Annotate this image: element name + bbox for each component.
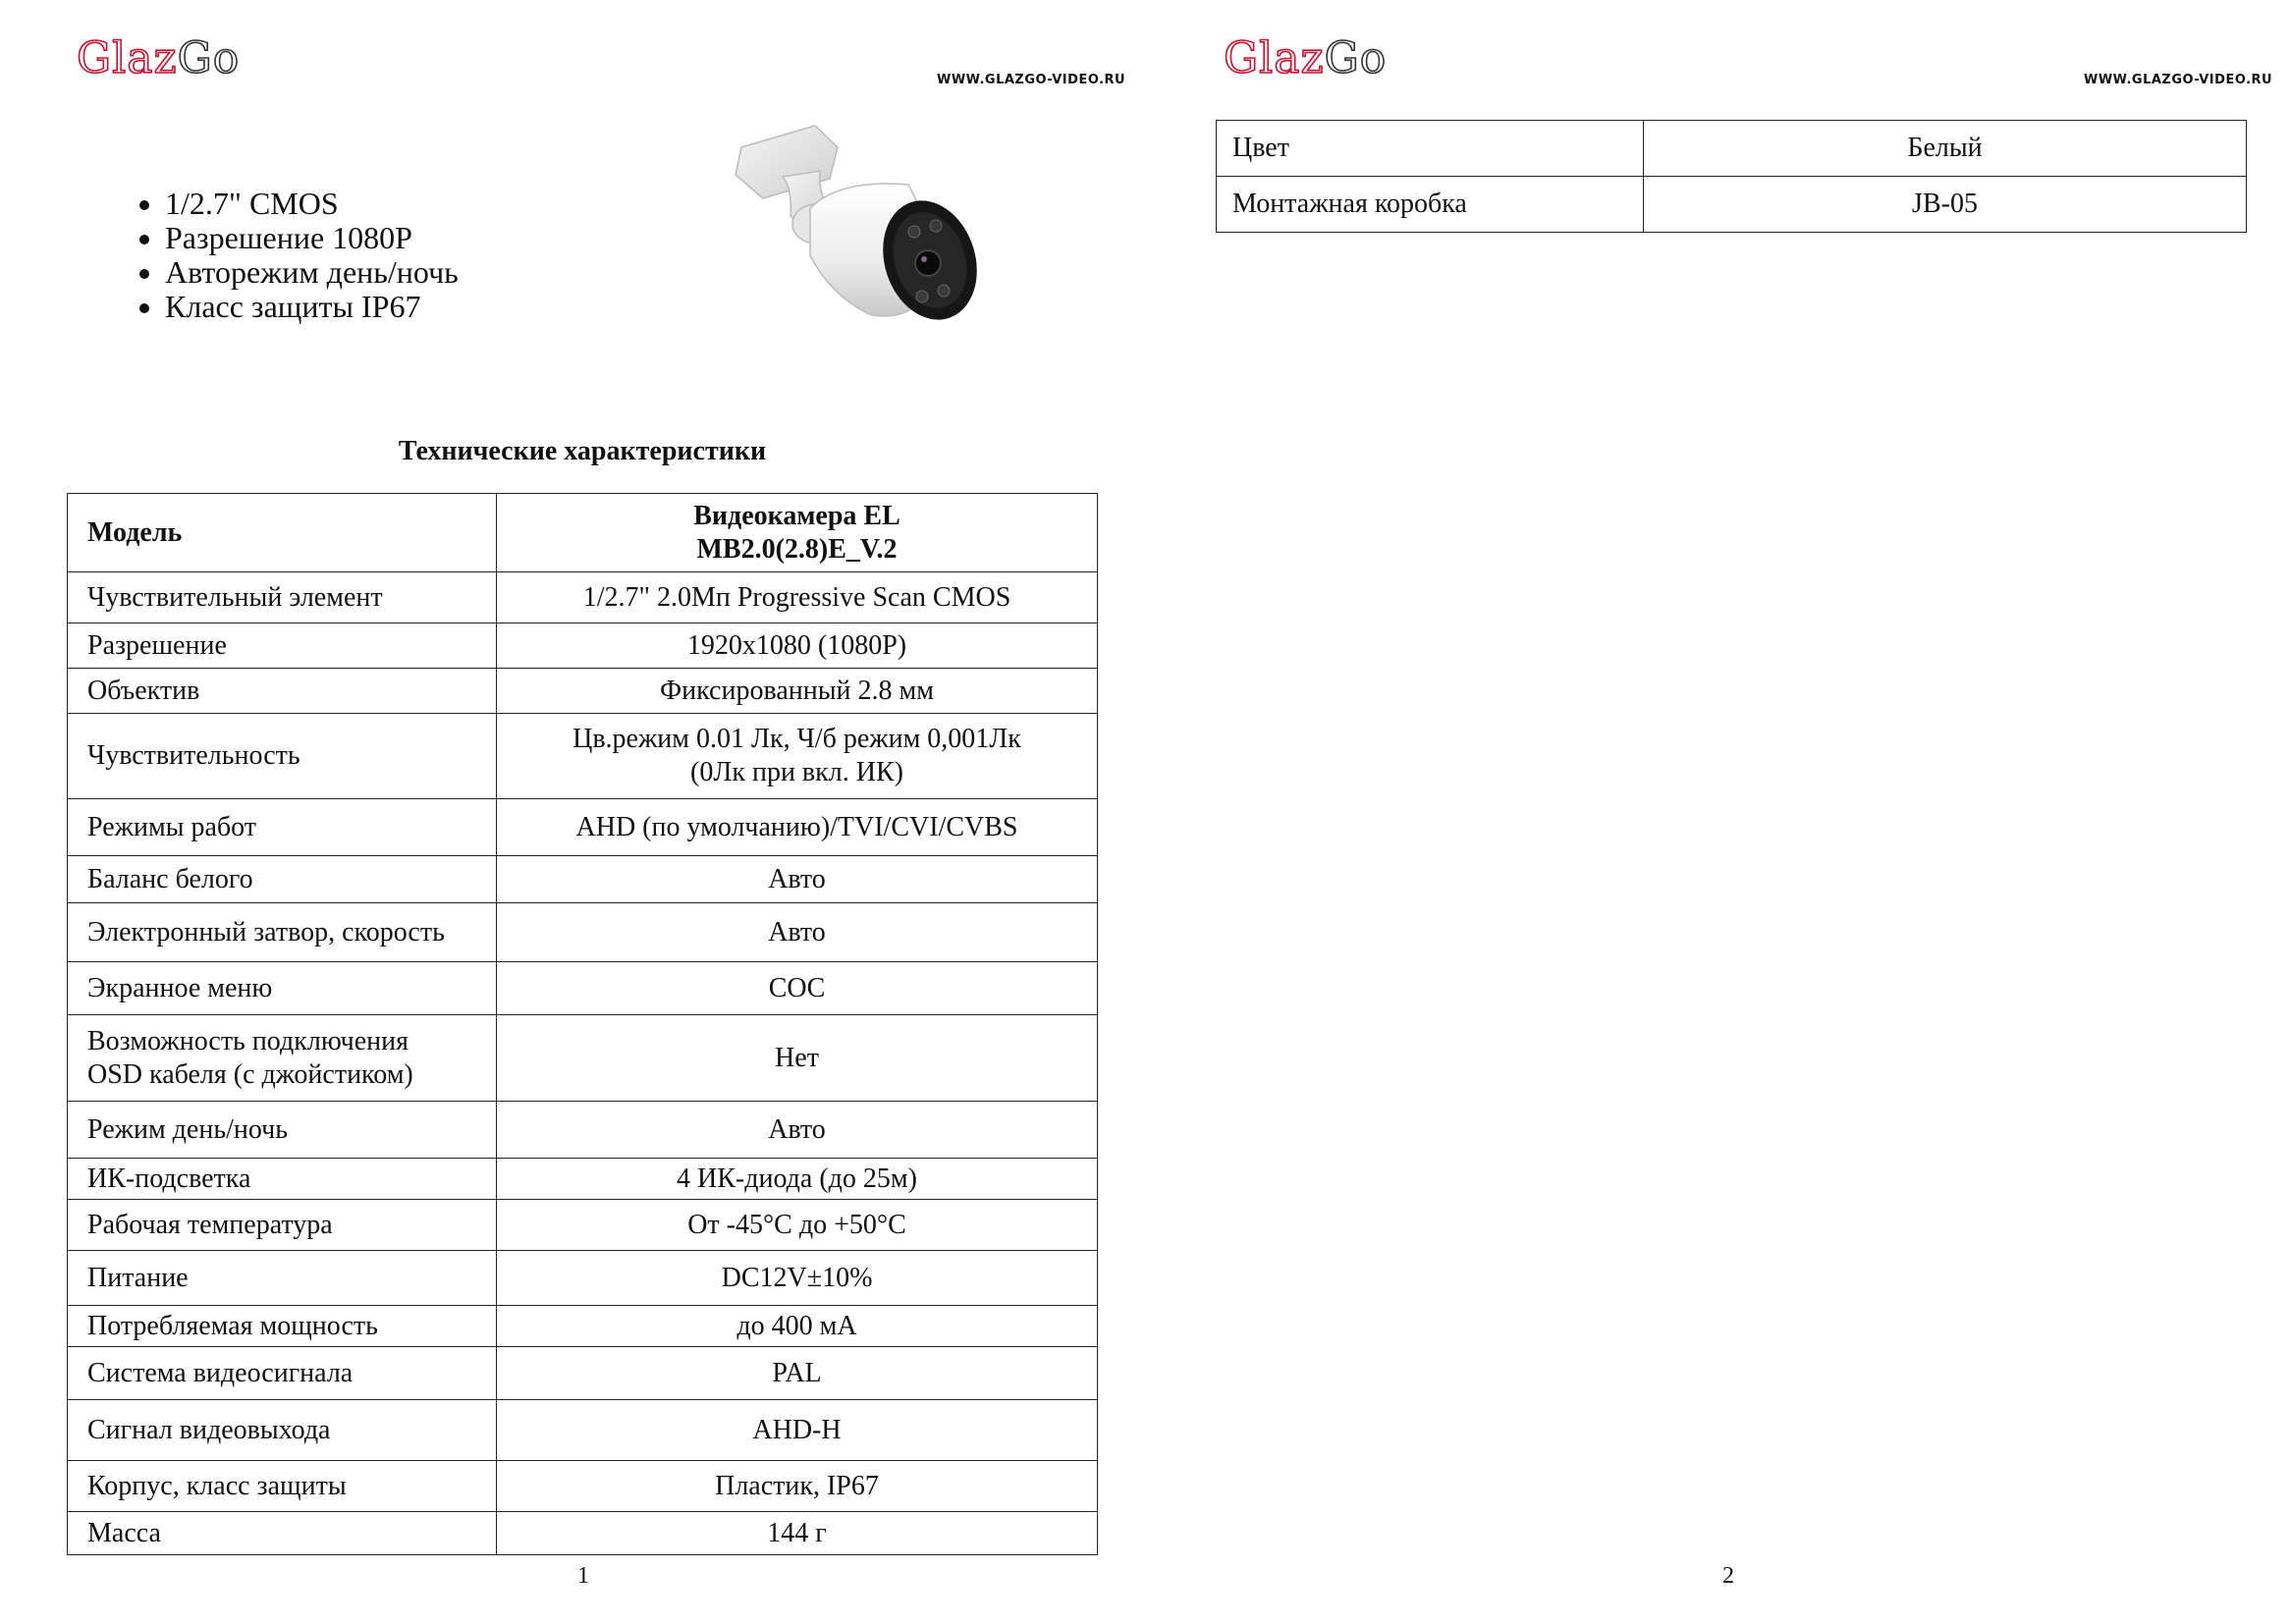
table-row (68, 669, 1098, 714)
spec-key: Электронный затвор, скорость (68, 903, 497, 962)
table-row (68, 1461, 1098, 1512)
spec-value: Фиксированный 2.8 мм (497, 669, 1098, 714)
table-row (68, 856, 1098, 903)
page-2 (1145, 0, 2290, 1624)
table-row (68, 1306, 1098, 1347)
spec-key: Рабочая температура (68, 1200, 497, 1251)
spec-key: Чувствительный элемент (68, 572, 497, 623)
table-row (68, 1251, 1098, 1306)
spec-value: Нет (497, 1015, 1098, 1102)
spec-value: Белый (1644, 121, 2247, 177)
spec-key: ИК-подсветка (68, 1159, 497, 1200)
brand-logo: GlazGo (1224, 33, 1388, 83)
spec-key: Режим день/ночь (68, 1102, 497, 1159)
table-row (68, 1102, 1098, 1159)
spec-key: Корпус, класс защиты (68, 1461, 497, 1512)
spec-key: Монтажная коробка (1217, 177, 1644, 233)
table-row (68, 1347, 1098, 1400)
spec-value: Видеокамера EL MB2.0(2.8)E_V.2 (497, 494, 1098, 572)
spec-value: JB-05 (1644, 177, 2247, 233)
spec-key: Чувствительность (68, 714, 497, 799)
spec-value: до 400 мА (497, 1306, 1098, 1347)
feature-item: • Авторежим день/ночь (165, 255, 459, 290)
table-row (68, 1015, 1098, 1102)
spec-value: Авто (497, 1102, 1098, 1159)
table-row (68, 1512, 1098, 1555)
table-row (68, 494, 1098, 572)
spec-key: Разрешение (68, 623, 497, 669)
table-row (68, 962, 1098, 1015)
spec-value: От -45°C до +50°C (497, 1200, 1098, 1251)
table-row (68, 1400, 1098, 1461)
table-row (68, 1200, 1098, 1251)
spec-value: Авто (497, 856, 1098, 903)
table-row (68, 623, 1098, 669)
website-url: WWW.GLAZGO-VIDEO.RU (2084, 73, 2273, 87)
spec-value: 4 ИК-диода (до 25м) (497, 1159, 1098, 1200)
spec-value: AHD-H (497, 1400, 1098, 1461)
brand-logo: GlazGo (77, 33, 241, 83)
spec-key: Питание (68, 1251, 497, 1306)
table-row (68, 799, 1098, 856)
spec-value: 144 г (497, 1512, 1098, 1555)
website-url: WWW.GLAZGO-VIDEO.RU (937, 73, 1126, 87)
spec-key: Экранное меню (68, 962, 497, 1015)
spec-value: Пластик, IP67 (497, 1461, 1098, 1512)
spec-key: Система видеосигнала (68, 1347, 497, 1400)
spec-value: PAL (497, 1347, 1098, 1400)
spec-key: Режимы работ (68, 799, 497, 856)
spec-value: COC (497, 962, 1098, 1015)
spec-key: Возможность подключения OSD кабеля (с джойстиком) (68, 1015, 497, 1102)
table-row (1217, 177, 2247, 233)
spec-key: Объектив (68, 669, 497, 714)
spec-value: AHD (по умолчанию)/TVI/CVI/CVBS (497, 799, 1098, 856)
spec-key: Цвет (1217, 121, 1644, 177)
feature-item: • 1/2.7" CMOS (165, 187, 459, 221)
spec-value: Авто (497, 903, 1098, 962)
spec-value: Цв.режим 0.01 Лк, Ч/б режим 0,001Лк (0Лк при вкл. ИК) (497, 714, 1098, 799)
feature-item: • Класс защиты IP67 (165, 290, 459, 324)
spec-value: DC12V±10% (497, 1251, 1098, 1306)
table-row (68, 714, 1098, 799)
table-row (68, 1159, 1098, 1200)
feature-list (118, 187, 459, 324)
feature-item: • Разрешение 1080P (165, 221, 459, 255)
spec-value: 1920x1080 (1080P) (497, 623, 1098, 669)
table-row (1217, 121, 2247, 177)
spec-key: Сигнал видеовыхода (68, 1400, 497, 1461)
table-row (68, 903, 1098, 962)
spec-key: Модель (68, 494, 497, 572)
page-number: 2 (1722, 1563, 1734, 1589)
table-row (68, 572, 1098, 623)
camera-image (722, 118, 977, 353)
spec-table-continued (1216, 120, 2247, 233)
spec-title: Технические характеристики (398, 436, 767, 466)
page-number: 1 (577, 1563, 589, 1589)
spec-table (67, 493, 1098, 1555)
spec-key: Масса (68, 1512, 497, 1555)
spec-key: Баланс белого (68, 856, 497, 903)
spec-key: Потребляемая мощность (68, 1306, 497, 1347)
spec-value: 1/2.7" 2.0Мп Progressive Scan CMOS (497, 572, 1098, 623)
